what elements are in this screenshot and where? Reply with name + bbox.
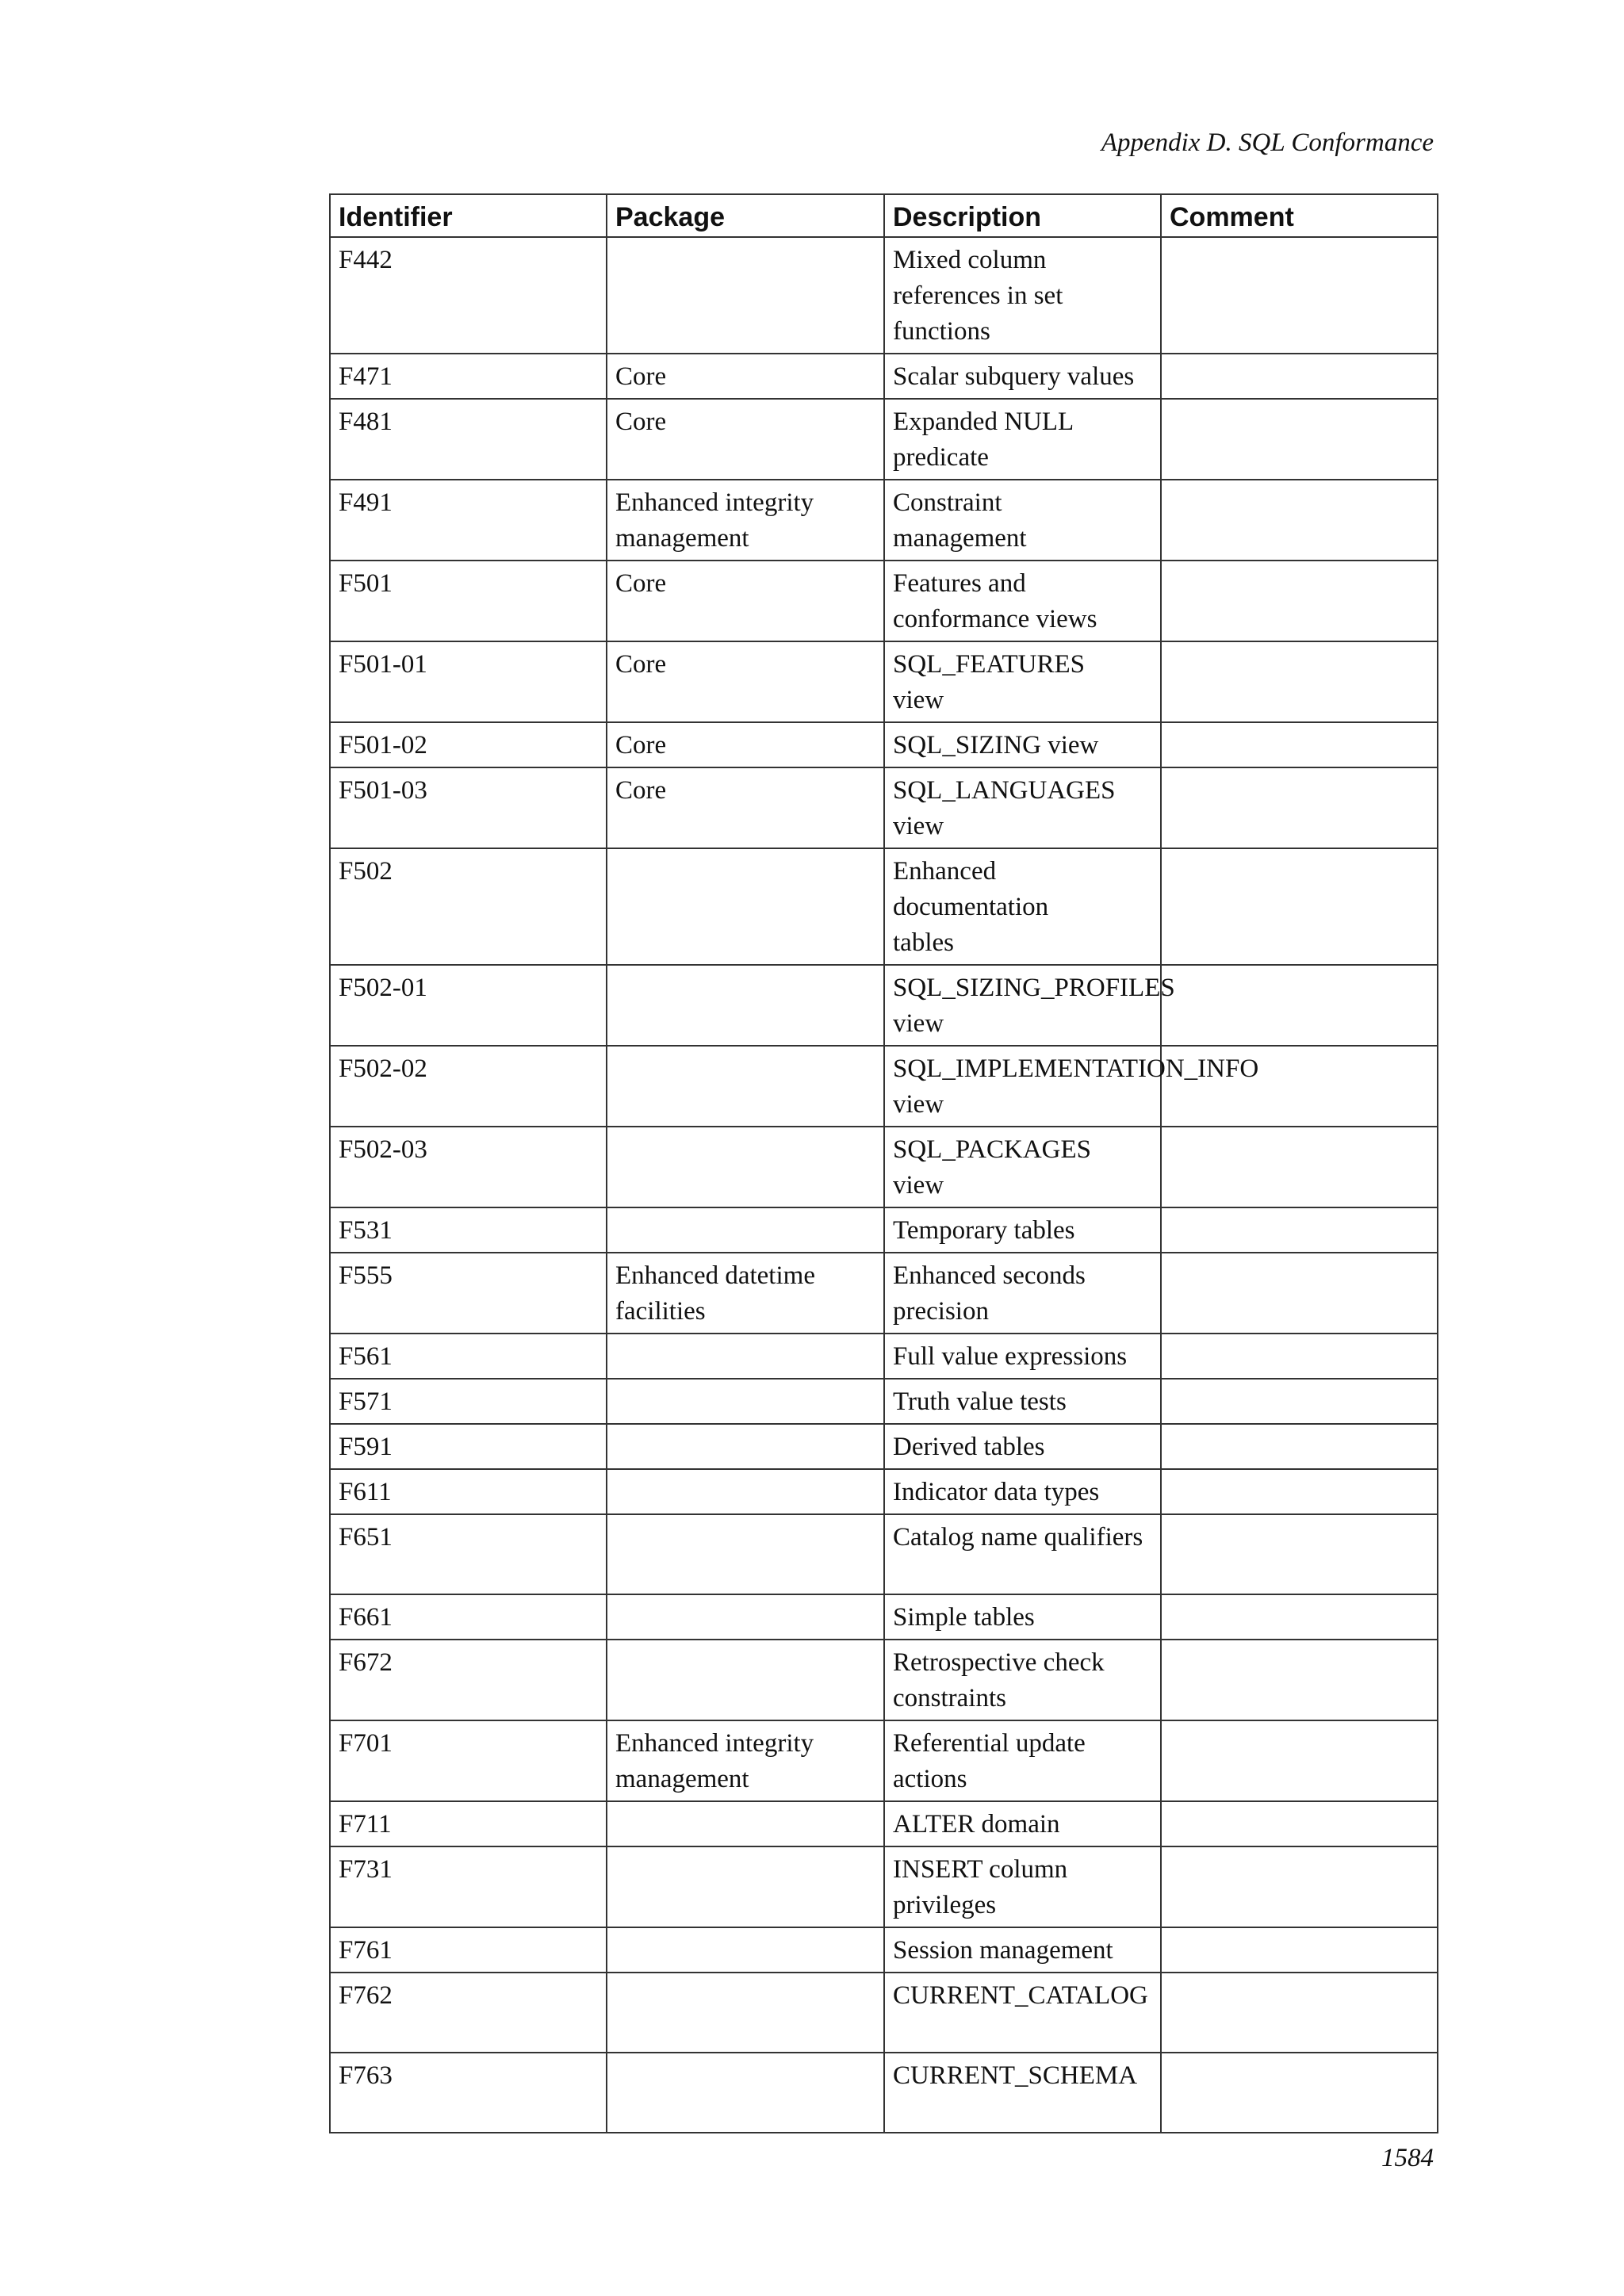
description-text: Scalar subquery values — [893, 362, 1135, 391]
comment-cell — [1161, 1973, 1438, 2053]
comment-cell — [1161, 354, 1438, 399]
description-text: Expanded NULL predicate — [893, 408, 1073, 472]
table-row — [330, 1927, 1438, 1973]
description-cell — [884, 1469, 1161, 1514]
description-cell — [884, 722, 1161, 767]
description-text: Enhanced documentation tables — [893, 857, 1049, 957]
description-text: SQL_SIZING view — [893, 731, 1099, 760]
package-cell — [607, 1973, 884, 2053]
description-cell — [884, 1379, 1161, 1424]
page-number: 1584 — [1381, 2144, 1434, 2172]
identifier-cell: F571 — [330, 1379, 607, 1424]
description-cell — [884, 965, 1175, 1046]
identifier-cell: F761 — [330, 1927, 607, 1973]
package-cell — [607, 1514, 884, 1594]
column-header-identifier: Identifier — [330, 194, 607, 237]
description-text: SQL_IMPLEMENTATION_INFO view — [893, 1054, 1259, 1119]
table-row — [330, 1046, 1438, 1127]
table-row — [330, 354, 1438, 399]
description-text: SQL_LANGUAGES view — [893, 776, 1116, 840]
description-text: Retrospective check constraints — [893, 1648, 1105, 1712]
comment-cell — [1161, 237, 1438, 354]
description-text: Session management — [893, 1936, 1113, 1965]
description-cell — [884, 399, 1161, 480]
table-row — [330, 1846, 1438, 1927]
table-row — [330, 399, 1438, 480]
identifier-cell: F561 — [330, 1334, 607, 1379]
package-cell — [607, 1640, 884, 1720]
description-cell — [884, 1253, 1161, 1334]
description-cell — [884, 1127, 1161, 1207]
identifier-cell: F763 — [330, 2053, 607, 2133]
description-text: Enhanced seconds precision — [893, 1261, 1086, 1326]
package-text: Enhanced datetime facilities — [615, 1261, 815, 1326]
description-text: SQL_FEATURES view — [893, 650, 1086, 714]
description-text: INSERT column privileges — [893, 1855, 1068, 1919]
column-header-package: Package — [607, 194, 884, 237]
description-cell — [884, 1973, 1161, 2053]
table-row — [330, 1207, 1438, 1253]
description-cell — [884, 1207, 1161, 1253]
package-cell — [607, 1127, 884, 1207]
comment-cell — [1161, 641, 1438, 722]
package-cell: Core — [607, 722, 884, 767]
identifier-cell: F502-03 — [330, 1127, 607, 1207]
comment-cell — [1161, 1469, 1438, 1514]
table-row — [330, 1379, 1438, 1424]
column-header-description: Description — [884, 194, 1161, 237]
comment-cell — [1161, 1594, 1438, 1640]
table-row — [330, 2053, 1438, 2133]
description-cell — [884, 354, 1161, 399]
comment-cell — [1161, 1640, 1438, 1720]
description-text: Simple tables — [893, 1603, 1035, 1632]
description-text: SQL_SIZING_PROFILES view — [893, 974, 1175, 1038]
package-cell — [607, 1846, 884, 1927]
comment-cell — [1161, 1253, 1438, 1334]
table-row — [330, 480, 1438, 561]
comment-cell — [1161, 1334, 1438, 1379]
identifier-cell: F701 — [330, 1720, 607, 1801]
identifier-cell: F491 — [330, 480, 607, 561]
package-cell: Core — [607, 561, 884, 641]
table-row — [330, 1469, 1438, 1514]
description-cell — [884, 1424, 1161, 1469]
package-cell — [607, 1720, 884, 1801]
identifier-cell: F762 — [330, 1973, 607, 2053]
comment-cell — [1161, 1846, 1438, 1927]
description-cell — [884, 1334, 1161, 1379]
table-row — [330, 1424, 1438, 1469]
description-text: Constraint management — [893, 488, 1027, 553]
description-cell — [884, 480, 1161, 561]
identifier-cell: F502-01 — [330, 965, 607, 1046]
package-cell — [607, 1334, 884, 1379]
description-text: CURRENT_CATALOG — [893, 1981, 1148, 2010]
description-text: SQL_PACKAGES view — [893, 1135, 1092, 1200]
table-header-row — [330, 194, 1438, 237]
description-cell — [884, 1846, 1161, 1927]
description-cell — [884, 2053, 1161, 2133]
package-cell — [607, 1927, 884, 1973]
table-row — [330, 965, 1438, 1046]
table-row — [330, 1973, 1438, 2053]
description-text: Indicator data types — [893, 1478, 1100, 1506]
running-header: Appendix D. SQL Conformance — [1101, 128, 1434, 157]
identifier-cell: F501 — [330, 561, 607, 641]
package-cell — [607, 237, 884, 354]
table-row — [330, 561, 1438, 641]
package-cell — [607, 1379, 884, 1424]
column-header-comment: Comment — [1161, 194, 1438, 237]
table-row — [330, 1514, 1438, 1594]
identifier-cell: F502 — [330, 848, 607, 965]
description-cell — [884, 1801, 1161, 1846]
identifier-cell: F651 — [330, 1514, 607, 1594]
description-cell — [884, 1720, 1161, 1801]
comment-cell — [1161, 1720, 1438, 1801]
table-row — [330, 767, 1438, 848]
description-cell — [884, 641, 1161, 722]
table-row — [330, 1253, 1438, 1334]
comment-cell — [1161, 2053, 1438, 2133]
description-text: ALTER domain — [893, 1810, 1060, 1839]
comment-cell — [1161, 1127, 1438, 1207]
identifier-cell: F711 — [330, 1801, 607, 1846]
package-cell — [607, 848, 884, 965]
description-cell — [884, 1594, 1161, 1640]
identifier-cell: F531 — [330, 1207, 607, 1253]
package-cell — [607, 1469, 884, 1514]
table-row — [330, 722, 1438, 767]
table-row — [330, 1640, 1438, 1720]
package-cell: Core — [607, 641, 884, 722]
identifier-cell: F661 — [330, 1594, 607, 1640]
description-cell — [884, 561, 1161, 641]
package-cell — [607, 2053, 884, 2133]
package-cell: Core — [607, 767, 884, 848]
description-text: Catalog name qualifiers — [893, 1523, 1143, 1552]
description-text: Features and conformance views — [893, 569, 1097, 633]
comment-cell — [1161, 1424, 1438, 1469]
identifier-cell: F672 — [330, 1640, 607, 1720]
description-cell — [884, 1640, 1161, 1720]
identifier-cell: F471 — [330, 354, 607, 399]
description-cell — [884, 1046, 1259, 1127]
package-cell — [607, 1424, 884, 1469]
description-cell — [884, 1514, 1161, 1594]
description-text: Temporary tables — [893, 1216, 1075, 1245]
description-cell — [884, 1927, 1161, 1973]
description-text: CURRENT_SCHEMA — [893, 2061, 1138, 2090]
comment-cell — [1161, 561, 1438, 641]
identifier-cell: F555 — [330, 1253, 607, 1334]
package-cell — [607, 1594, 884, 1640]
identifier-cell: F442 — [330, 237, 607, 354]
identifier-cell: F731 — [330, 1846, 607, 1927]
package-cell — [607, 480, 884, 561]
package-cell — [607, 1253, 884, 1334]
description-text: Full value expressions — [893, 1342, 1128, 1371]
package-cell: Core — [607, 399, 884, 480]
table-row — [330, 848, 1438, 965]
comment-cell — [1161, 480, 1438, 561]
comment-cell — [1161, 722, 1438, 767]
comment-cell — [1161, 848, 1438, 965]
package-cell: Core — [607, 354, 884, 399]
description-text: Derived tables — [893, 1433, 1045, 1461]
package-cell — [607, 965, 884, 1046]
table-row — [330, 1801, 1438, 1846]
identifier-cell: F611 — [330, 1469, 607, 1514]
package-text: Enhanced integrity management — [615, 1729, 814, 1793]
description-cell — [884, 237, 1161, 354]
comment-cell — [1161, 399, 1438, 480]
package-text: Enhanced integrity management — [615, 488, 814, 553]
comment-cell — [1161, 1514, 1438, 1594]
comment-cell — [1161, 1801, 1438, 1846]
identifier-cell: F501-01 — [330, 641, 607, 722]
description-cell — [884, 848, 1161, 965]
identifier-cell: F591 — [330, 1424, 607, 1469]
description-cell — [884, 767, 1161, 848]
table-row — [330, 1334, 1438, 1379]
table-row — [330, 1720, 1438, 1801]
sql-conformance-table — [329, 193, 1438, 2133]
table-row — [330, 641, 1438, 722]
description-text: Referential update actions — [893, 1729, 1086, 1793]
comment-cell — [1161, 1207, 1438, 1253]
package-cell — [607, 1046, 884, 1127]
identifier-cell: F481 — [330, 399, 607, 480]
identifier-cell: F501-03 — [330, 767, 607, 848]
package-cell — [607, 1207, 884, 1253]
table-row — [330, 237, 1438, 354]
comment-cell — [1161, 767, 1438, 848]
identifier-cell: F502-02 — [330, 1046, 607, 1127]
identifier-cell: F501-02 — [330, 722, 607, 767]
comment-cell — [1161, 1379, 1438, 1424]
comment-cell — [1161, 1927, 1438, 1973]
package-cell — [607, 1801, 884, 1846]
table-row — [330, 1127, 1438, 1207]
table-row — [330, 1594, 1438, 1640]
description-text: Truth value tests — [893, 1387, 1067, 1416]
description-text: Mixed column references in set functions — [893, 246, 1063, 346]
comment-cell — [1161, 965, 1438, 1046]
